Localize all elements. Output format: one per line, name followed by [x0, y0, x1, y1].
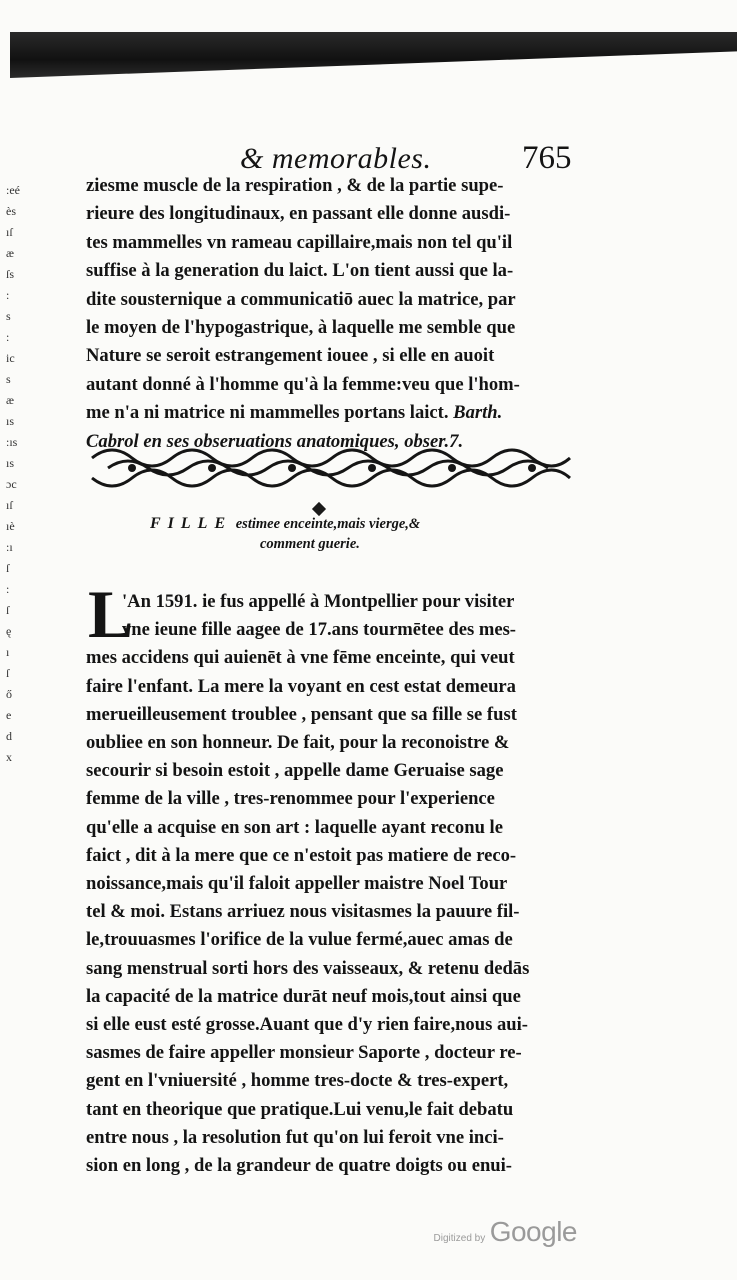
scan-top-shadow [10, 32, 737, 78]
text-line: qu'elle a acquise en son art : laquelle ayant reconu le [86, 816, 503, 838]
text-line: tant en theorique que pratique.Lui venu,le fait debatu [86, 1098, 514, 1120]
text-line-content: me n'a ni matrice ni mammelles portans laict. [86, 402, 449, 424]
drop-cap: L [88, 576, 134, 652]
text-line: sion en long , de la grandeur de quatre doigts ou enui- [86, 1155, 513, 1177]
text-line: tes mammelles vn rameau capillaire,mais non tel qu'il [86, 231, 513, 253]
text-line: sang menstrual sorti hors des vaisseaux, & retenu dedās [86, 957, 530, 979]
text-line: la capacité de la matrice durāt neuf mois,tout ainsi que [86, 985, 521, 1007]
text-line: femme de la ville , tres-renommee pour l'experience [86, 788, 495, 810]
paragraph-2 [86, 588, 578, 1180]
margin-mark: ő [6, 687, 12, 701]
margin-mark: ſ [6, 561, 10, 575]
printer-ornament-band [88, 438, 574, 496]
text-line [86, 399, 578, 427]
margin-mark: ıſ [6, 498, 13, 512]
margin-mark: ıſ [6, 225, 13, 239]
text-line: faire l'enfant. La mere la voyant en cest estat demeura [86, 675, 516, 697]
margin-mark: x [6, 750, 12, 764]
margin-mark: ès [6, 204, 16, 218]
margin-mark: ıs [6, 414, 15, 428]
margin-mark: e [6, 708, 12, 722]
text-line: dite sousternique a communicatiō auec la matrice, par [86, 288, 516, 310]
text-line: vne ieune fille aagee de 17.ans tourmētee des mes- [122, 619, 517, 641]
margin-mark: ic [6, 351, 15, 365]
margin-mark: ſ [6, 666, 10, 680]
margin-mark: : [6, 330, 10, 344]
section-heading [150, 514, 530, 554]
watermark-brand: Google [489, 1216, 577, 1247]
text-line: gent en l'vniuersité , homme tres-docte & tres-expert, [86, 1070, 509, 1092]
paragraph-1 [86, 172, 578, 456]
section-heading-text: estimee enceinte,mais vierge,& [235, 516, 421, 532]
text-line: le,trouuasmes l'orifice de la vulue fermé,auec amas de [86, 929, 513, 951]
margin-mark: :eé [6, 183, 20, 197]
margin-mark: ɔc [6, 477, 17, 491]
margin-mark: :ıs [6, 435, 18, 449]
text-line: le moyen de l'hypogastrique, à laquelle me semble que [86, 317, 516, 339]
margin-mark: : [6, 582, 10, 596]
margin-mark: s [6, 372, 11, 386]
text-line: tel & moi. Estans arriuez nous visitasmes la pauure fil- [86, 901, 520, 923]
text-line: si elle eust esté grosse.Auant que d'y rien faire,nous aui- [86, 1014, 528, 1036]
text-line: secourir si besoin estoit , appelle dame Geruaise sage [86, 760, 504, 782]
margin-mark: ı [6, 645, 10, 659]
margin-mark: :ı [6, 540, 13, 554]
text-line: mes accidens qui auienēt à vne fēme enceinte, qui veut [86, 647, 515, 669]
margin-mark: ıè [6, 519, 15, 533]
margin-mark: æ [6, 393, 15, 407]
text-line: faict , dit à la mere que ce n'estoit pas matiere de reco- [86, 844, 517, 866]
margin-mark: ę [6, 624, 12, 638]
text-line: merueilleusement troublee , pensant que sa fille se fust [86, 703, 517, 725]
text-line: Nature se seroit estrangement iouee , si elle en auoit [86, 345, 495, 367]
text-line: rieure des longitudinaux, en passant elle donne ausdi- [86, 203, 511, 225]
margin-bleed-through [6, 180, 36, 1140]
margin-mark: s [6, 309, 11, 323]
margin-mark: d [6, 729, 12, 743]
running-title: & memorables. [240, 142, 432, 175]
margin-mark: æ [6, 246, 15, 260]
text-line: oubliee en son honneur. De fait, pour la reconoistre & [86, 732, 510, 754]
citation-line: Cabrol en ses obseruations anatomiques, obser.7. [86, 430, 464, 452]
margin-mark: : [6, 288, 10, 302]
ornament-scrollwork [92, 450, 570, 486]
section-heading-caps: FILLE [150, 515, 233, 532]
text-line: entre nous , la resolution fut qu'on lui feroit vne inci- [86, 1126, 504, 1148]
text-line: 'An 1591. ie fus appellé à Montpellier pour visiter [122, 591, 515, 612]
text-line: sasmes de faire appeller monsieur Saporte , docteur re- [86, 1042, 522, 1064]
margin-mark: ſ [6, 603, 10, 617]
margin-mark: ſs [6, 267, 15, 281]
text-line: noissance,mais qu'il faloit appeller maistre Noel Tour [86, 873, 508, 895]
text-line: suffise à la generation du laict. L'on tient aussi que la- [86, 260, 514, 282]
text-line: ziesme muscle de la respiration , & de la partie supe- [86, 175, 504, 196]
google-watermark [434, 1216, 577, 1248]
text-line: autant donné à l'homme qu'à la femme:veu que l'hom- [86, 373, 520, 395]
citation-inline: Barth. [453, 402, 503, 424]
section-heading-line2: comment guerie. [260, 536, 360, 552]
margin-mark: ıs [6, 456, 15, 470]
watermark-prefix: Digitized by [433, 1233, 486, 1244]
page-number: 765 [522, 140, 572, 176]
